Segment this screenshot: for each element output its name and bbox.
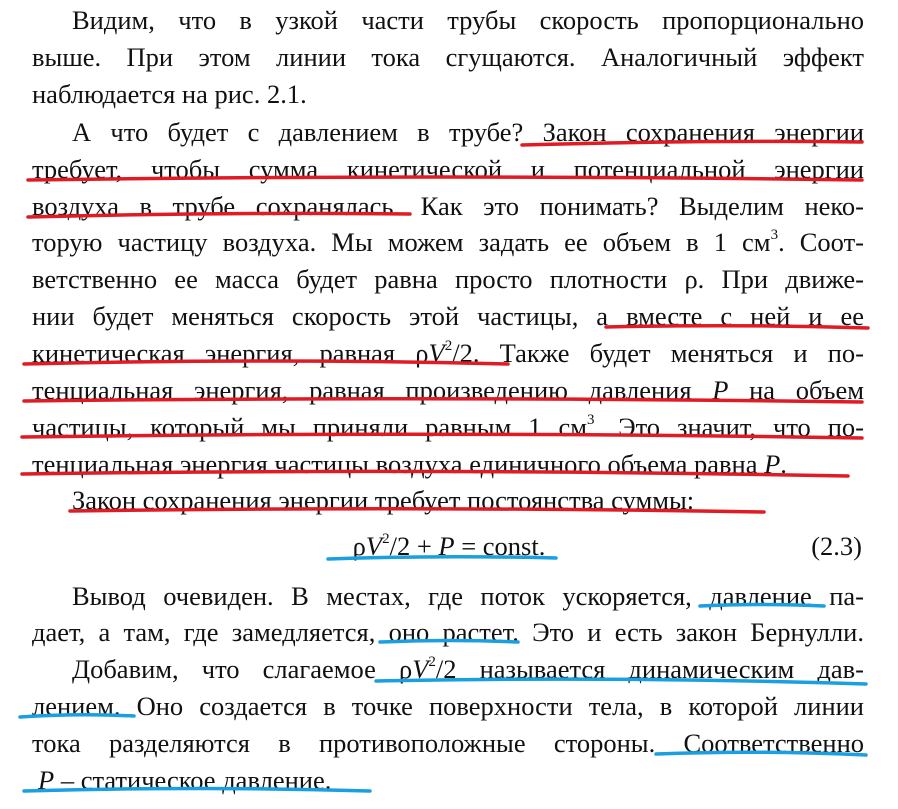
text-line: А что будет с давлением в трубе? Закон сохранения энергии: [72, 117, 864, 147]
text-line: P – статическое давление.: [38, 765, 332, 795]
text-line: воздуха в трубе сохранялась. Как это понимать? Выделим неко-: [32, 191, 864, 221]
text-line: Добавим, что слагаемое $\rho V^2/2$ называется динамическим дав-: [72, 654, 864, 684]
text-line: торую частицу воздуха. Мы можем задать ее объем в 1 $см^3$. Соот-: [32, 227, 864, 257]
text-line: дает, а там, где замедляется, оно растет. Это и есть закон Бернулли.: [32, 617, 864, 647]
equation: $\rho V^2/2 + P$ = const.: [352, 531, 546, 561]
text-line: тока разделяются в противоположные стороны. Соответственно: [32, 728, 864, 758]
text-line: требует, чтобы сумма кинетической и потенциальной энергии: [32, 154, 864, 184]
text-line: выше. При этом линии тока сгущаются. Аналогичный эффект: [32, 42, 864, 72]
text-line: частицы, который мы приняли равным 1 $см^3$. Это значит, что по-: [32, 412, 864, 442]
text-line: наблюдается на рис. 2.1.: [32, 79, 307, 109]
text-line: тенциальная энергия, равная произведению давления P на объем: [32, 375, 864, 405]
text-line: Видим, что в узкой части трубы скорость пропорционально: [72, 5, 864, 35]
text-line: нии будет меняться скорость этой частицы, а вместе с ней и ее: [32, 301, 864, 331]
equation-number: (2.3): [811, 531, 862, 561]
text-line: кинетическая энергия, равная $\rho V^2/2$. Также будет меняться и по-: [32, 338, 864, 368]
text-line: лением. Оно создается в точке поверхности тела, в которой линии: [32, 691, 864, 721]
text-line: ветственно ее масса будет равна просто плотности ρ. При движе-: [32, 264, 864, 294]
text-line: тенциальная энергия частицы воздуха единичного объема равна P.: [32, 449, 787, 479]
text-line: Закон сохранения энергии требует постоянства суммы:: [72, 485, 695, 515]
text-line: Вывод очевиден. В местах, где поток ускоряется, давление па-: [72, 581, 864, 611]
